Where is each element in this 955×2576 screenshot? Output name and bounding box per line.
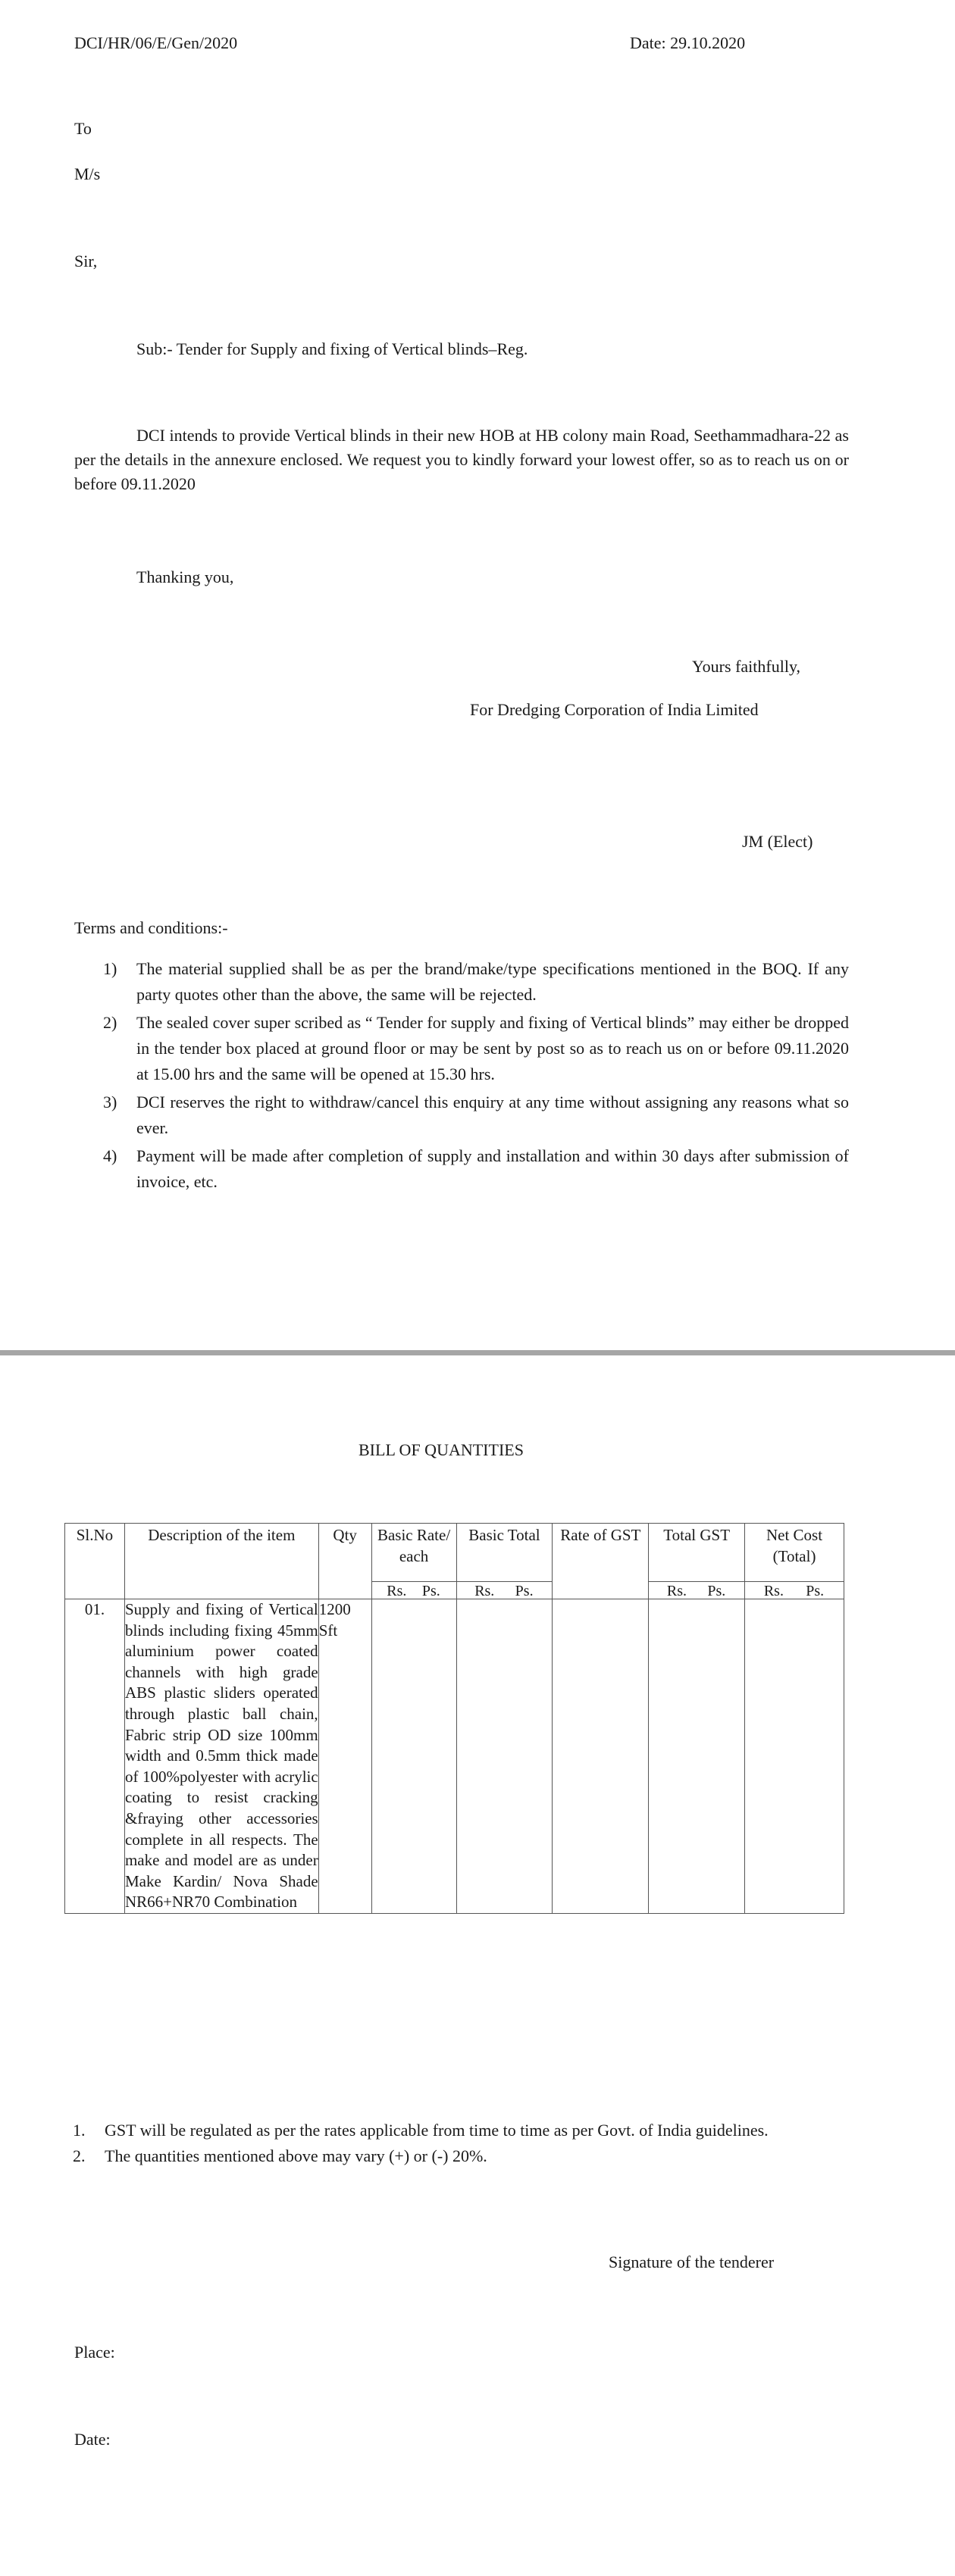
terms-item-text: The sealed cover super scribed as “ Tender for supply and fixing of Vertical blinds” may either be dropped in the tender box placed at ground floor or may be sent by post so as to reach us on or before 09.11.2020 at 15.00 hrs and the same will be opened at 15.30 hrs. xyxy=(136,1013,849,1083)
cell-total-gst xyxy=(649,1599,745,1914)
place-label: Place: xyxy=(74,2343,115,2362)
terms-item-number: 4) xyxy=(103,1146,117,1165)
terms-item-text: DCI reserves the right to withdraw/cancel this enquiry at any time without assigning any reasons what so ever. xyxy=(136,1093,849,1137)
cell-description: Supply and fixing of Vertical blinds including fixing 45mm aluminium power coated channels with high grade ABS plastic sliders operated through plastic ball chain, Fabric strip OD size 100mm width and 0.5mm thick made of 100%polyester with acrylic coating to resist cracking &fraying other accessories complete in all respects. The make and model are as under Make Kardin/ Nova Shade NR66+NR70 Combination xyxy=(124,1599,318,1914)
note-item xyxy=(73,2118,849,2143)
page-break-divider xyxy=(0,1350,955,1355)
cell-net-cost xyxy=(745,1599,844,1914)
col-header-basic-total: Basic Total xyxy=(456,1524,553,1582)
signatory-designation: JM (Elect) xyxy=(742,832,813,851)
note-text: GST will be regulated as per the rates applicable from time to time as per Govt. of India guidelines. xyxy=(105,2121,769,2140)
col-header-sl-no: Sl.No xyxy=(65,1524,125,1599)
terms-item-number: 2) xyxy=(103,1013,117,1032)
terms-list xyxy=(74,956,849,1197)
table-row xyxy=(65,1599,844,1914)
date-label: Date: xyxy=(74,2430,111,2449)
total-gst-units xyxy=(649,1582,745,1599)
terms-item xyxy=(74,956,849,1008)
col-header-basic-rate: Basic Rate/ each xyxy=(371,1524,456,1582)
letter-body: DCI intends to provide Vertical blinds in their new HOB at HB colony main Road, Seethammadhara-22 as per the details in the annexure enclosed. We request you to kindly forward your lowest offer, so as to reach us on or before 09.11.2020 xyxy=(74,426,849,493)
rs-label: Rs. xyxy=(666,1583,687,1599)
basic-total-units xyxy=(456,1582,553,1599)
col-header-net-cost: Net Cost (Total) xyxy=(745,1524,844,1582)
note-text: The quantities mentioned above may vary (+) or (-) 20%. xyxy=(105,2146,487,2165)
address-recipient: M/s xyxy=(74,164,101,183)
ps-label: Ps. xyxy=(515,1583,534,1599)
closing-yours: Yours faithfully, xyxy=(692,657,801,676)
col-header-description: Description of the item xyxy=(124,1524,318,1599)
note-number: 1. xyxy=(73,2121,86,2140)
terms-heading: Terms and conditions:- xyxy=(74,918,228,937)
rs-label: Rs. xyxy=(474,1583,495,1599)
col-header-total-gst: Total GST xyxy=(649,1524,745,1582)
terms-item-text: The material supplied shall be as per the brand/make/type specifications mentioned in the BOQ. If any party quotes other than the above, the same will be rejected. xyxy=(136,959,849,1004)
thanks-line: Thanking you, xyxy=(136,567,234,586)
address-to: To xyxy=(74,119,92,138)
subject-line: Sub:- Tender for Supply and fixing of Vertical blinds–Reg. xyxy=(136,339,528,358)
col-header-qty: Qty xyxy=(318,1524,371,1599)
terms-item-text: Payment will be made after completion of supply and installation and within 30 days after submission of invoice, etc. xyxy=(136,1146,849,1191)
rs-label: Rs. xyxy=(387,1583,407,1599)
signature-of-tenderer: Signature of the tenderer xyxy=(609,2252,775,2271)
cell-qty: 1200 Sft xyxy=(318,1599,371,1914)
ps-label: Ps. xyxy=(707,1583,726,1599)
boq-title: BILL OF QUANTITIES xyxy=(359,1440,524,1459)
cell-basic-rate xyxy=(371,1599,456,1914)
cell-rate-gst xyxy=(553,1599,649,1914)
ps-label: Ps. xyxy=(421,1583,440,1599)
notes-list xyxy=(73,2118,849,2169)
terms-item xyxy=(74,1089,849,1141)
col-header-rate-gst: Rate of GST xyxy=(553,1524,649,1599)
ps-label: Ps. xyxy=(806,1583,825,1599)
basic-rate-units xyxy=(371,1582,456,1599)
rs-label: Rs. xyxy=(763,1583,784,1599)
terms-item-number: 1) xyxy=(103,959,117,978)
terms-item xyxy=(74,1143,849,1195)
closing-organisation: For Dredging Corporation of India Limited xyxy=(470,700,759,719)
note-item xyxy=(73,2143,849,2169)
net-cost-units xyxy=(745,1582,844,1599)
terms-item-number: 3) xyxy=(103,1093,117,1111)
terms-item xyxy=(74,1010,849,1087)
note-number: 2. xyxy=(73,2146,86,2165)
letter-date: Date: 29.10.2020 xyxy=(630,33,746,52)
salutation: Sir, xyxy=(74,252,98,270)
boq-table xyxy=(64,1523,844,1914)
cell-basic-total xyxy=(456,1599,553,1914)
reference-number: DCI/HR/06/E/Gen/2020 xyxy=(74,33,238,52)
cell-sl-no: 01. xyxy=(65,1599,125,1914)
